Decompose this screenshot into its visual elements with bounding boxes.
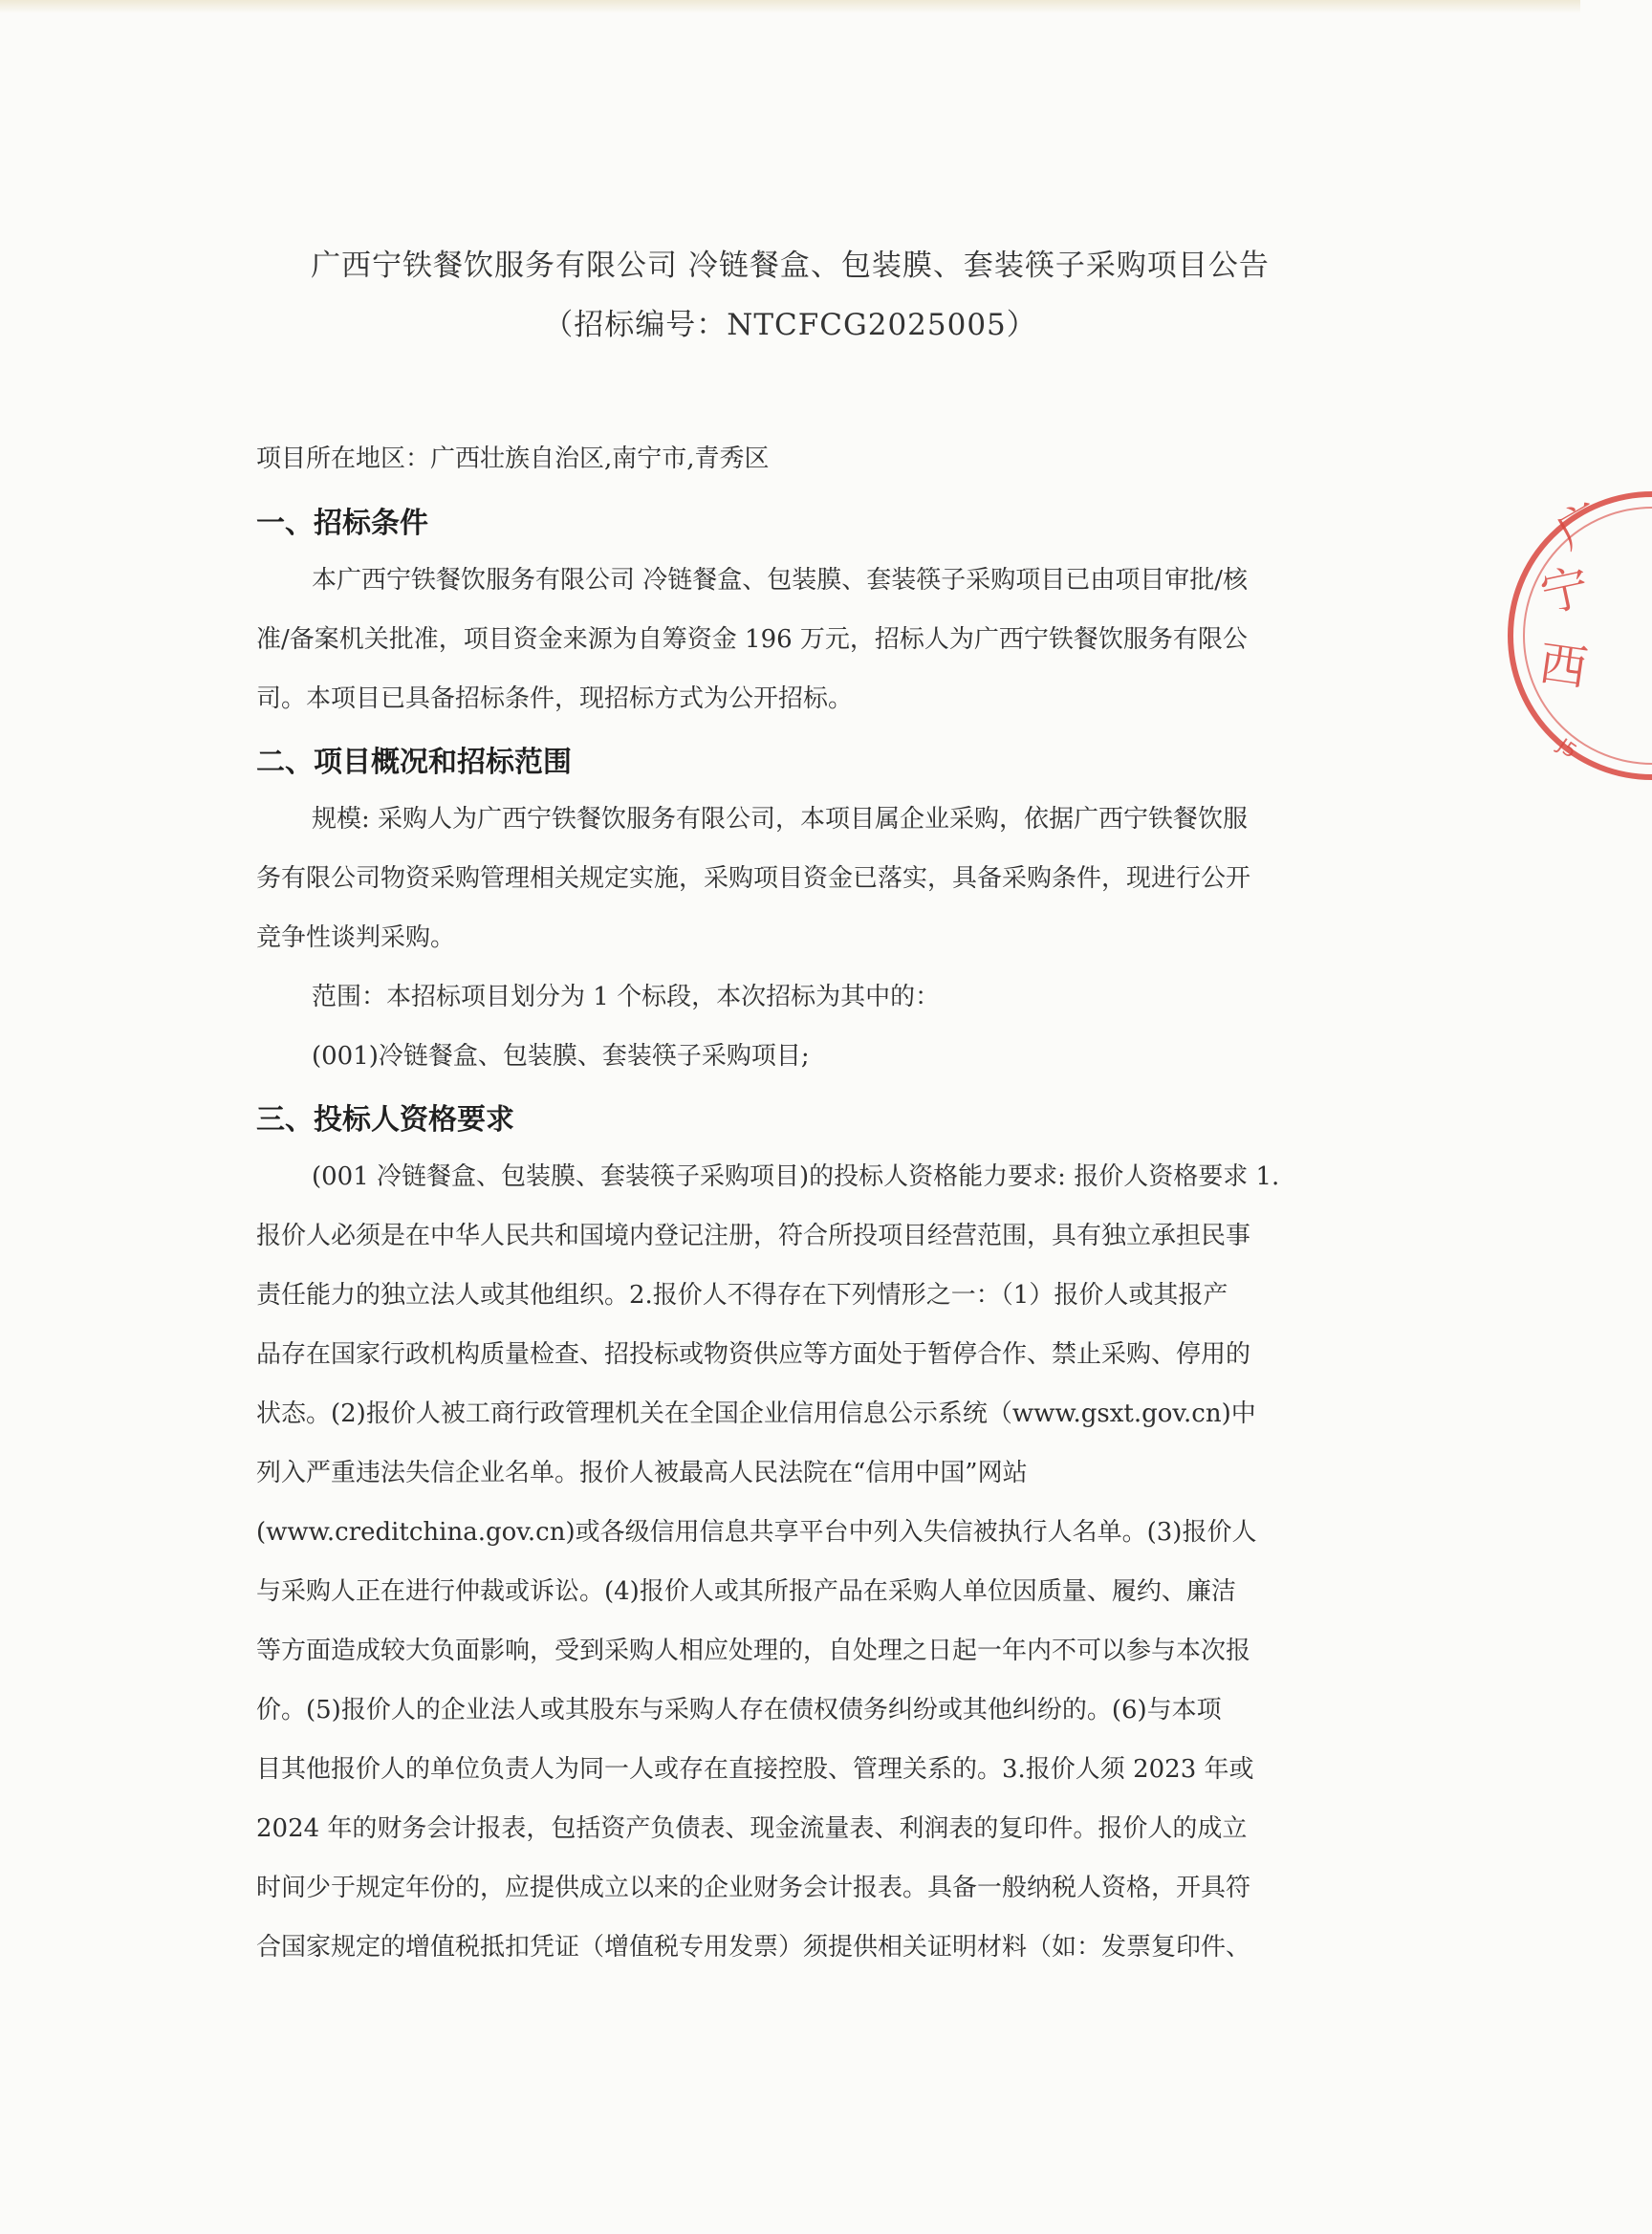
paragraph-line: 时间少于规定年份的，应提供成立以来的企业财务会计报表。具备一般纳税人资格，开具符	[256, 1874, 1251, 1902]
page-title: 广西宁铁餐饮服务有限公司 冷链餐盒、包装膜、套装筷子采购项目公告	[311, 249, 1270, 283]
section-1-heading: 一、招标条件	[256, 507, 428, 540]
company-seal-stamp	[1509, 483, 1652, 789]
seal-char-3: 西	[1535, 635, 1591, 697]
scope-line: 范围：本招标项目划分为 1 个标段，本次招标为其中的：	[312, 983, 941, 1011]
paragraph-line: 等方面造成较大负面影响，受到采购人相应处理的，自处理之日起一年内不可以参与本次报	[256, 1637, 1251, 1665]
scan-edge	[0, 0, 1580, 13]
seal-char-2: 宁	[1535, 558, 1595, 623]
paragraph-line: 与采购人正在进行仲裁或诉讼。(4)报价人或其所报产品在采购人单位因质量、履约、廉洁	[256, 1577, 1236, 1606]
paragraph-line: 竞争性谈判采购。	[256, 923, 456, 952]
paragraph-line: 规模: 采购人为广西宁铁餐饮服务有限公司，本项目属企业采购，依据广西宁铁餐饮服	[312, 805, 1249, 834]
lot-line: (001)冷链餐盒、包装膜、套装筷子采购项目;	[312, 1042, 810, 1071]
paragraph-line: 责任能力的独立法人或其他组织。2.报价人不得存在下列情形之一：（1）报价人或其报产	[256, 1281, 1228, 1310]
paragraph-line: 本广西宁铁餐饮服务有限公司 冷链餐盒、包装膜、套装筷子采购项目已由项目审批/核	[312, 566, 1249, 595]
section-2-heading: 二、项目概况和招标范围	[256, 746, 572, 779]
paragraph-line: 价。(5)报价人的企业法人或其股东与采购人存在债权债务纠纷或其他纠纷的。(6)与本项	[256, 1696, 1222, 1724]
paragraph-line: 品存在国家行政机构质量检查、招投标或物资供应等方面处于暂停合作、禁止采购、停用的	[256, 1340, 1251, 1369]
paragraph-line: (www.creditchina.gov.cn)或各级信用信息共享平台中列入失信被执行人名单。(3)报价人	[256, 1518, 1257, 1547]
paragraph-line: 列入严重违法失信企业名单。报价人被最高人民法院在“信用中国”网站	[256, 1459, 1028, 1487]
bid-number: （招标编号：NTCFCG2025005）	[543, 308, 1037, 342]
paragraph-line: 司。本项目已具备招标条件，现招标方式为公开招标。	[256, 684, 854, 713]
paragraph-line: 报价人必须是在中华人民共和国境内登记注册，符合所投项目经营范围，具有独立承担民事	[256, 1222, 1251, 1250]
project-location: 项目所在地区：广西壮族自治区,南宁市,青秀区	[256, 445, 770, 473]
paragraph-line: 务有限公司物资采购管理相关规定实施，采购项目资金已落实，具备采购条件，现进行公开	[256, 864, 1251, 893]
paragraph-line: 目其他报价人的单位负责人为同一人或存在直接控股、管理关系的。3.报价人须 2023 年或	[256, 1755, 1254, 1784]
paragraph-line: (001 冷链餐盒、包装膜、套装筷子采购项目)的投标人资格能力要求: 报价人资格要求 1.	[312, 1162, 1280, 1191]
paragraph-line: 2024 年的财务会计报表，包括资产负债表、现金流量表、利润表的复印件。报价人的成立	[256, 1814, 1248, 1843]
paragraph-line: 合国家规定的增值税抵扣凭证（增值税专用发票）须提供相关证明材料（如：发票复印件、	[256, 1933, 1251, 1962]
paragraph-line: 状态。(2)报价人被工商行政管理机关在全国企业信用信息公示系统（www.gsxt.gov.cn)中	[256, 1399, 1256, 1428]
seal-small-text: J5	[1554, 733, 1582, 763]
section-3-heading: 三、投标人资格要求	[256, 1103, 514, 1137]
paragraph-line: 准/备案机关批准，项目资金来源为自筹资金 196 万元，招标人为广西宁铁餐饮服务有限公	[256, 625, 1248, 654]
seal-char-1: 广	[1547, 491, 1612, 559]
